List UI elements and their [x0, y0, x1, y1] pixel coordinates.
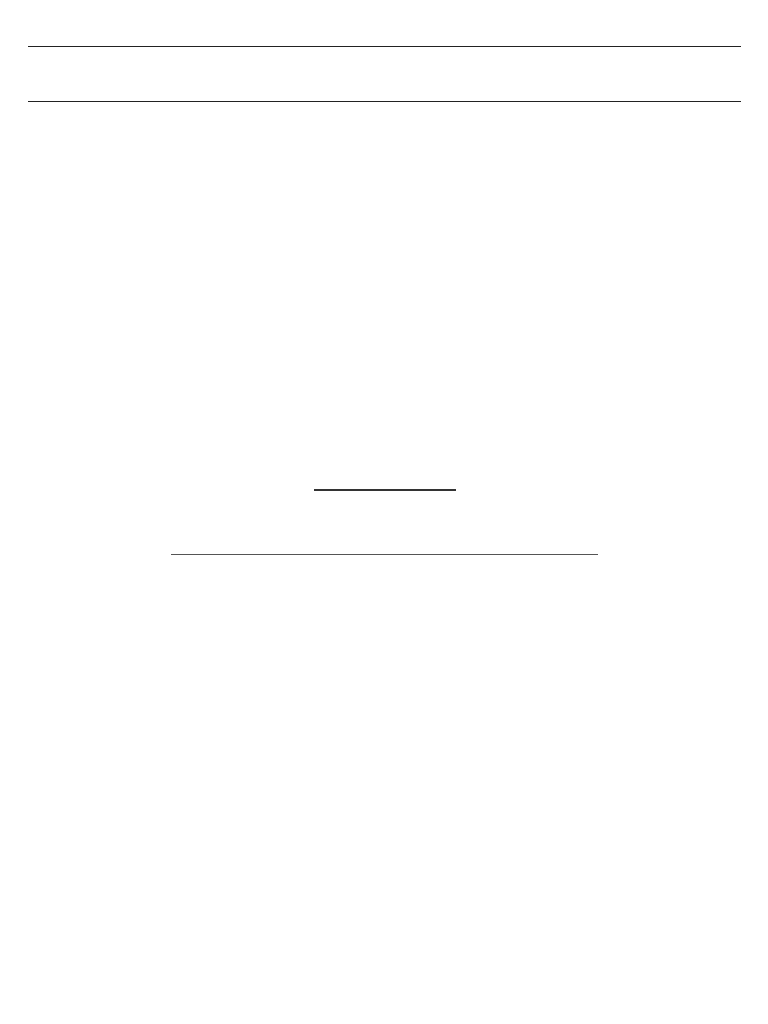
section-divider-short	[314, 489, 456, 491]
timeline-chart	[0, 640, 768, 960]
section-divider-wide	[171, 554, 598, 555]
family-tree-diagram	[0, 0, 768, 480]
